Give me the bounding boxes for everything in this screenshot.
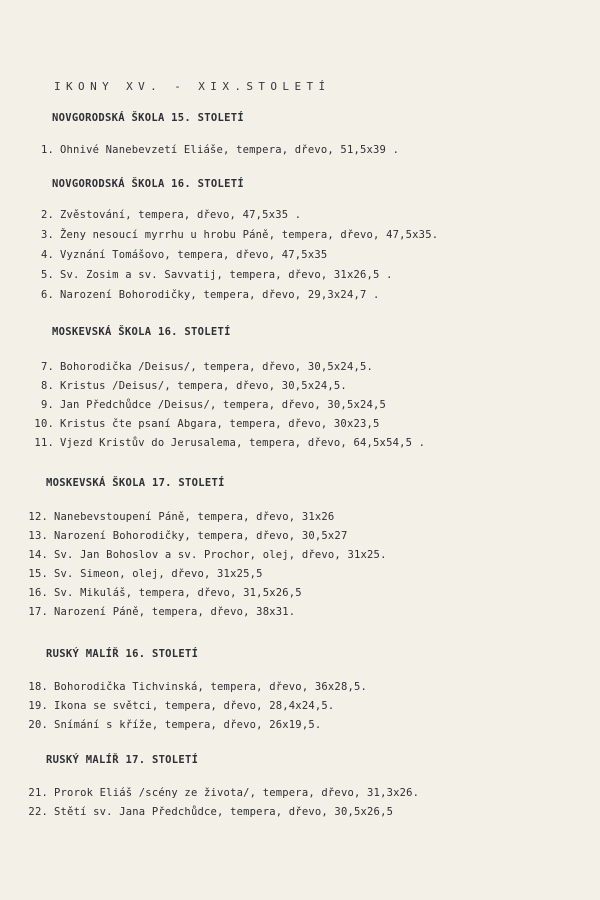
item-number: 17. [28,606,48,618]
list-item [34,437,425,449]
section-heading: RUSKÝ MALÍŘ 16. STOLETÍ [46,648,199,660]
list-item [28,787,419,799]
item-number: 9. [40,399,54,411]
list-item [28,568,263,580]
page-title: IKONY XV. - XIX.STOLETÍ [54,80,331,93]
list-item [28,681,367,693]
item-number: 11. [34,437,54,449]
item-number: 10. [34,418,54,430]
item-text: Kristus čte psaní Abgara, tempera, dřevo, 30x23,5 [60,418,380,430]
section-heading: MOSKEVSKÁ ŠKOLA 17. STOLETÍ [46,477,225,489]
item-number: 13. [28,530,48,542]
item-number: 3. [40,229,54,241]
item-text: Ikona se světci, tempera, dřevo, 28,4x24,5. [54,700,335,712]
item-text: Narození Páně, tempera, dřevo, 38x31. [54,606,296,618]
item-text: Bohorodička Tichvinská, tempera, dřevo, 36x28,5. [54,681,368,693]
item-text: Kristus /Deisus/, tempera, dřevo, 30,5x24,5. [60,380,347,392]
item-number: 16. [28,587,48,599]
list-item [28,719,321,731]
item-text: Nanebevstoupení Páně, tempera, dřevo, 31x26 [54,511,335,523]
list-item [34,229,438,241]
item-number: 20. [28,719,48,731]
list-item [34,144,399,156]
item-number: 5. [40,269,54,281]
section-heading: MOSKEVSKÁ ŠKOLA 16. STOLETÍ [52,326,231,338]
section-heading: NOVGORODSKÁ ŠKOLA 16. STOLETÍ [52,178,245,190]
list-item [34,399,386,411]
item-text: Zvěstování, tempera, dřevo, 47,5x35 . [60,209,302,221]
item-text: Ženy nesoucí myrrhu u hrobu Páně, tempera, dřevo, 47,5x35. [60,229,439,241]
list-item [34,289,380,301]
list-item [34,269,393,281]
list-item [28,511,334,523]
item-number: 15. [28,568,48,580]
item-text: Sv. Simeon, olej, dřevo, 31x25,5 [54,568,263,580]
item-number: 12. [28,511,48,523]
item-text: Narození Bohorodičky, tempera, dřevo, 29,3x24,7 . [60,289,380,301]
item-number: 21. [28,787,48,799]
list-item [28,806,393,818]
item-text: Vjezd Kristův do Jerusalema, tempera, dřevo, 64,5x54,5 . [60,437,426,449]
item-text: Vyznání Tomášovo, tempera, dřevo, 47,5x35 [60,249,328,261]
item-text: Narození Bohorodičky, tempera, dřevo, 30,5x27 [54,530,348,542]
item-number: 7. [40,361,54,373]
item-number: 1. [40,144,54,156]
item-number: 19. [28,700,48,712]
list-item [28,606,295,618]
item-number: 2. [40,209,54,221]
section-heading: RUSKÝ MALÍŘ 17. STOLETÍ [46,754,199,766]
list-item [34,380,347,392]
item-number: 18. [28,681,48,693]
item-text: Snímání s kříže, tempera, dřevo, 26x19,5. [54,719,322,731]
item-text: Ohnivé Nanebevzetí Eliáše, tempera, dřevo, 51,5x39 . [60,144,400,156]
item-text: Stětí sv. Jana Předchůdce, tempera, dřevo, 30,5x26,5 [54,806,394,818]
list-item [28,700,334,712]
item-number: 14. [28,549,48,561]
item-number: 22. [28,806,48,818]
item-number: 4. [40,249,54,261]
item-number: 8. [40,380,54,392]
list-item [34,249,327,261]
list-item [34,418,380,430]
item-text: Jan Předchůdce /Deisus/, tempera, dřevo, 30,5x24,5 [60,399,387,411]
section-heading: NOVGORODSKÁ ŠKOLA 15. STOLETÍ [52,112,245,124]
list-item [28,587,302,599]
item-number: 6. [40,289,54,301]
item-text: Sv. Zosim a sv. Savvatij, tempera, dřevo, 31x26,5 . [60,269,393,281]
list-item [34,361,373,373]
item-text: Sv. Mikuláš, tempera, dřevo, 31,5x26,5 [54,587,302,599]
item-text: Bohorodička /Deisus/, tempera, dřevo, 30,5x24,5. [60,361,374,373]
item-text: Sv. Jan Bohoslov a sv. Prochor, olej, dřevo, 31x25. [54,549,387,561]
list-item [34,209,301,221]
item-text: Prorok Eliáš /scény ze života/, tempera, dřevo, 31,3x26. [54,787,420,799]
list-item [28,549,387,561]
list-item [28,530,347,542]
